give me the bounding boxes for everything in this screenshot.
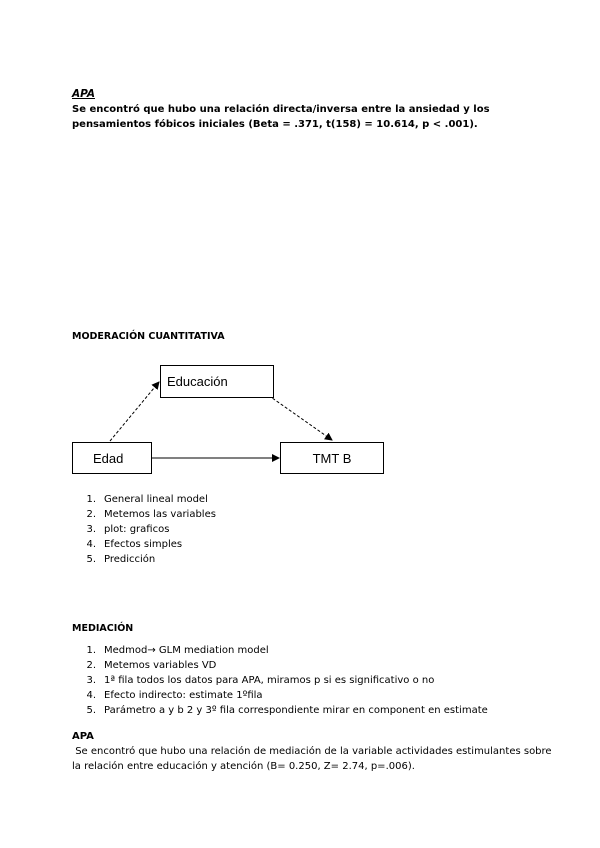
list-item: 2. Metemos las variables <box>86 509 216 520</box>
apa-heading-2: APA <box>72 731 94 742</box>
diagram-box-edad: Edad <box>72 442 152 474</box>
list-item: 5. Parámetro a y b 2 y 3º fila correspondiente mirar en component en estimate <box>86 705 488 716</box>
apa-paragraph-2: Se encontró que hubo una relación de mediación de la variable actividades estimulantes sobre la relación entre educación y atención (B= 0.250, Z= 2.74, p=.006). <box>72 746 555 772</box>
apa-paragraph-1: Se encontró que hubo una relación directa/inversa entre la ansiedad y los pensamientos fóbicos iniciales (Beta = .371, t(158) = 10.614, p < .001). <box>72 104 490 130</box>
diagram-box-educacion: Educación <box>160 365 274 398</box>
list-item: 4. Efecto indirecto: estimate 1ºfila <box>86 690 263 701</box>
moderation-title: MODERACIÓN CUANTITATIVA <box>72 331 225 342</box>
list-item: 1. Medmod→ GLM mediation model <box>86 645 269 656</box>
list-item: 3. 1ª fila todos los datos para APA, miramos p si es significativo o no <box>86 675 435 686</box>
list-item: 3. plot: graficos <box>86 524 170 535</box>
mediation-title: MEDIACIÓN <box>72 623 134 634</box>
list-item: 2. Metemos variables VD <box>86 660 217 671</box>
list-item: 5. Predicción <box>86 554 156 565</box>
arrow-edad-to-educacion <box>110 382 159 441</box>
mediation-steps-list <box>82 643 488 718</box>
list-item: 4. Efectos simples <box>86 539 183 550</box>
list-item: 1. General lineal model <box>86 494 208 505</box>
diagram-box-tmt-b: TMT B <box>280 442 384 474</box>
apa-heading-1: APA <box>72 88 95 100</box>
moderation-steps-list <box>82 492 216 567</box>
